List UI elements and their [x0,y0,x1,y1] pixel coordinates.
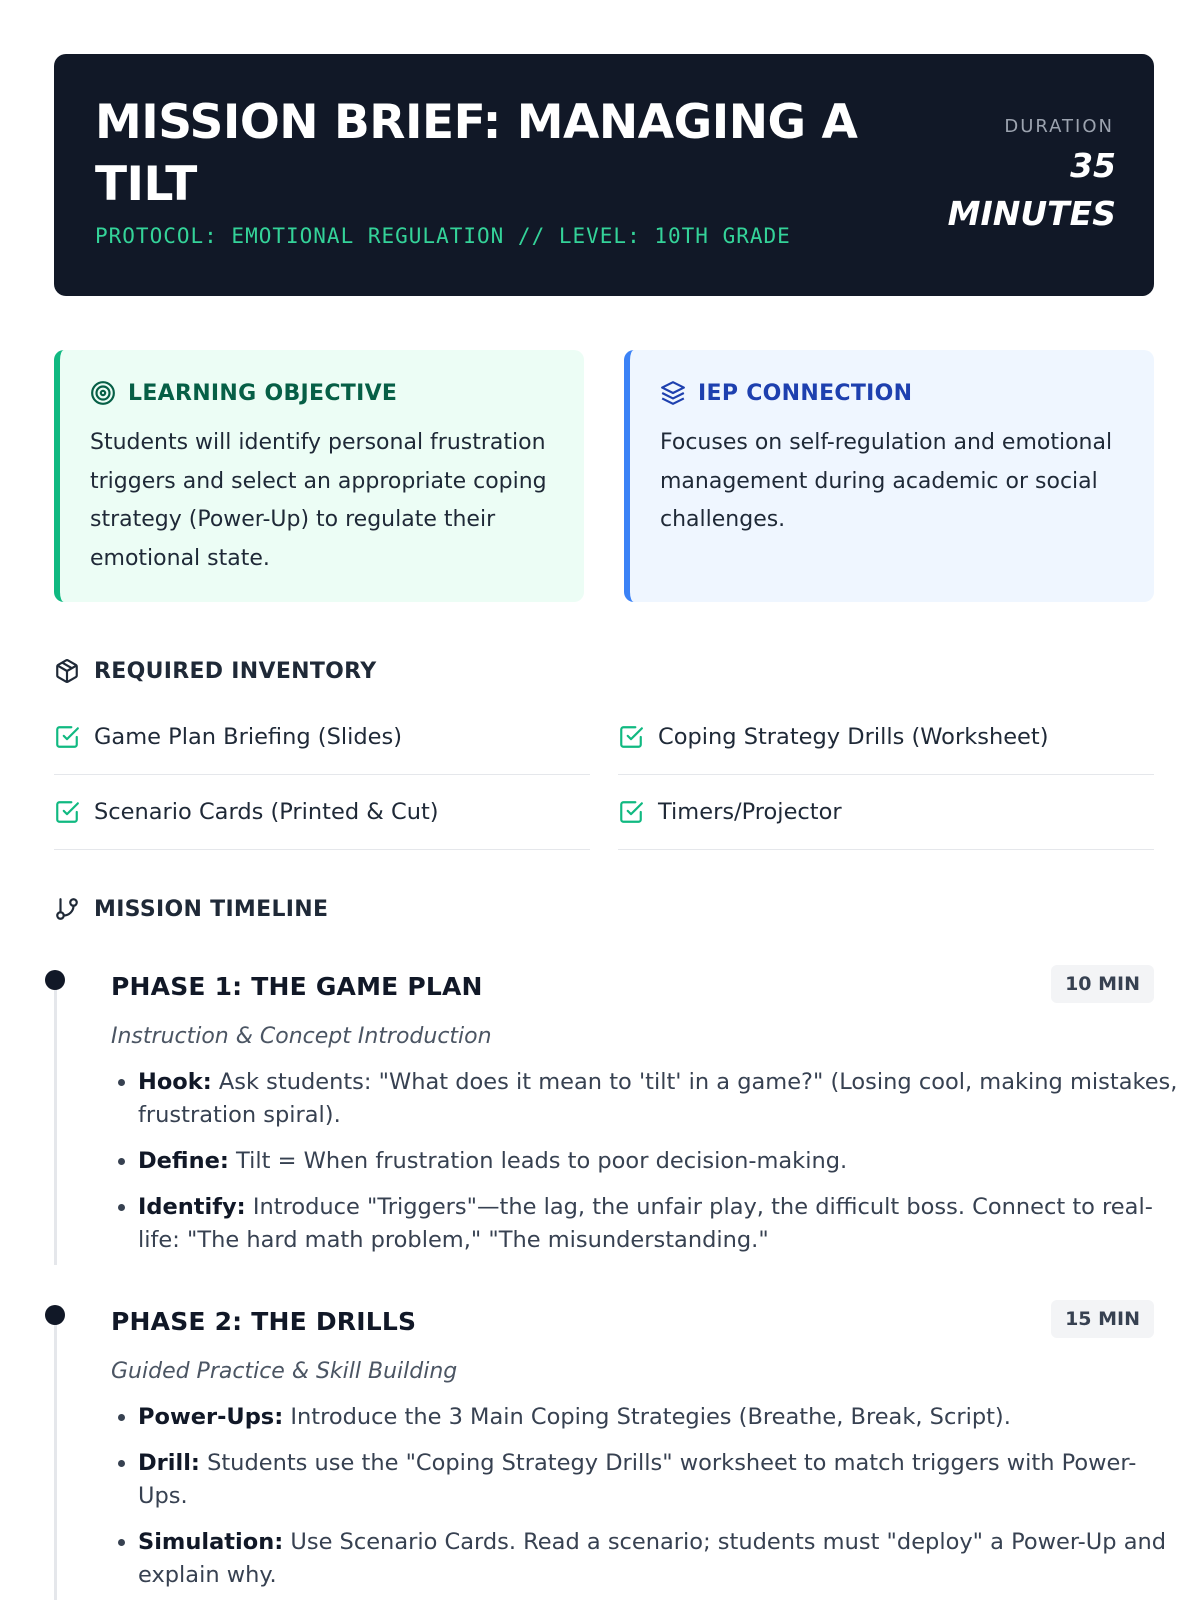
inventory-item-label: Game Plan Briefing (Slides) [94,724,402,750]
learning-objective-heading [90,380,554,406]
inventory-item-label: Coping Strategy Drills (Worksheet) [658,724,1049,750]
phase-title: PHASE 1: THE GAME PLAN [111,972,483,1001]
git-branch-icon [54,896,80,922]
inventory-item [54,775,590,850]
phase-subtitle: Instruction & Concept Introduction [111,1024,492,1049]
bullet-label: Simulation: [138,1529,284,1555]
inventory-item [618,700,1154,775]
iep-connection-heading [660,380,1124,406]
inventory-item [54,700,590,775]
inventory-heading [54,658,376,684]
package-icon [54,658,80,684]
page-title: MISSION BRIEF: MANAGING A TILT [95,95,858,212]
phase-bullet [138,1066,1181,1132]
phase-title: PHASE 2: THE DRILLS [111,1307,417,1336]
iep-connection-title: IEP CONNECTION [698,380,913,406]
checked-box-icon [618,724,644,750]
iep-connection-text: Focuses on self-regulation and emotional management during academic or social challenges. [660,430,1113,532]
phase-duration-badge: 15 MIN [1051,1300,1154,1338]
learning-objective-text: Students will identify personal frustration triggers and select an appropriate coping strategy (Power-Up) to regulate their emotional state. [90,430,547,571]
target-icon [90,380,116,406]
bullet-text: Ask students: "What does it mean to 'tilt' in a game?" (Losing cool, making mistakes, frustration spiral). [138,1069,1178,1128]
checked-box-icon [618,799,644,825]
bullet-text: Introduce "Triggers"—the lag, the unfair play, the difficult boss. Connect to real-life: "The hard math problem," "The misunderstanding." [138,1194,1153,1253]
learning-objective-title: LEARNING OBJECTIVE [128,380,398,406]
bullet-label: Define: [138,1148,229,1174]
bullet-label: Drill: [138,1450,200,1476]
bullet-text: Use Scenario Cards. Read a scenario; students must "deploy" a Power-Up and explain why. [138,1529,1167,1588]
bullet-label: Identify: [138,1194,246,1220]
inventory-item [618,775,1154,850]
mission-header [54,54,1154,296]
phase-duration-badge: 10 MIN [1051,965,1154,1003]
timeline-heading [54,896,328,922]
timeline-line [54,1310,57,1600]
phase-bullet [138,1447,1181,1513]
duration-value: 35 MINUTES [947,146,1116,233]
phase-bullet-list [111,1066,1181,1270]
phase-bullet [138,1145,1181,1178]
bullet-text: Tilt = When frustration leads to poor decision-making. [236,1148,848,1174]
iep-connection-card [624,350,1154,602]
duration-label: DURATION [1004,116,1114,137]
timeline-line [54,975,57,1265]
checked-box-icon [54,799,80,825]
timeline-dot [45,970,65,990]
bullet-label: Power-Ups: [138,1404,284,1430]
phase-bullet [138,1526,1181,1592]
phase-bullet-list [111,1401,1181,1605]
learning-objective-card [54,350,584,602]
timeline-title: MISSION TIMELINE [94,896,329,922]
bullet-text: Introduce the 3 Main Coping Strategies (Breathe, Break, Script). [290,1404,1011,1430]
inventory-item-label: Timers/Projector [658,799,842,825]
inventory-item-label: Scenario Cards (Printed & Cut) [94,799,439,825]
phase-subtitle: Guided Practice & Skill Building [111,1359,458,1384]
protocol-line: PROTOCOL: EMOTIONAL REGULATION // LEVEL: 10TH GRADE [95,224,791,248]
timeline-dot [45,1305,65,1325]
bullet-text: Students use the "Coping Strategy Drills" worksheet to match triggers with Power-Ups. [138,1450,1137,1509]
phase-bullet [138,1191,1181,1257]
layers-icon [660,380,686,406]
bullet-label: Hook: [138,1069,212,1095]
checked-box-icon [54,724,80,750]
phase-bullet [138,1401,1181,1434]
inventory-title: REQUIRED INVENTORY [94,658,377,684]
